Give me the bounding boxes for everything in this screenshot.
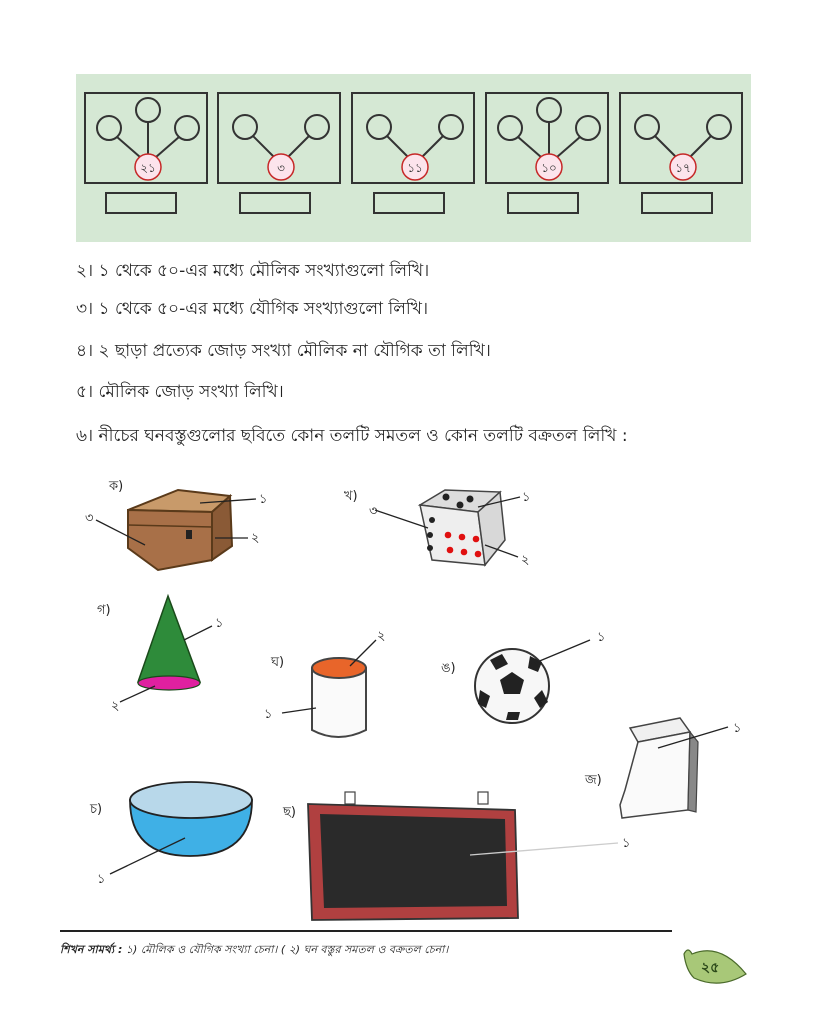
page-number: ২৫ (701, 960, 720, 976)
mark-ga-1: ১ (215, 616, 224, 631)
footer-divider (60, 930, 672, 932)
label-ka: ক) (109, 479, 124, 494)
tree-root-value: ১০ (541, 161, 557, 175)
label-gha: ঘ) (271, 655, 285, 670)
mark-ga-2: ২ (111, 699, 120, 714)
label-ga: গ) (97, 603, 111, 618)
learning-outcome-text: ১) মৌলিক ও যৌগিক সংখ্যা চেনা। ( ২) ঘন বস্তুর সমতল ও বক্রতল চেনা। (125, 943, 449, 956)
cone-illustration (120, 596, 212, 702)
label-kha: খ) (344, 489, 358, 504)
learning-outcome-title: শিখন সামর্থ্য : (60, 943, 123, 956)
mark-ka-1: ১ (259, 492, 268, 507)
mark-kha-2: ২ (521, 553, 530, 568)
mark-uma-1: ১ (597, 630, 606, 645)
label-uma: ঙ) (441, 661, 456, 676)
book-illustration (620, 718, 728, 818)
mark-chha-1: ১ (622, 836, 631, 851)
label-chha: ছ) (283, 805, 296, 820)
tree-root-value: ১১ (407, 161, 423, 175)
question-2: ২। ১ থেকে ৫০-এর মধ্যে মৌলিক সংখ্যাগুলো লিখি। (76, 261, 430, 281)
tree-root-value: ৩ (277, 161, 285, 175)
bowl-illustration (110, 782, 252, 874)
blackboard-illustration (308, 792, 618, 920)
mark-kha-1: ১ (522, 490, 531, 505)
mark-ka-2: ২ (251, 531, 260, 546)
label-ja: জ) (585, 773, 602, 788)
question-5: ৫। মৌলিক জোড় সংখ্যা লিখি। (76, 382, 284, 402)
tree-root-value: ১৭ (675, 161, 691, 175)
mark-gha-2: ২ (377, 629, 386, 644)
label-cha: চ) (90, 802, 103, 817)
learning-outcome (60, 941, 448, 960)
question-3: ৩। ১ থেকে ৫০-এর মধ্যে যৌগিক সংখ্যাগুলো লিখি। (76, 299, 429, 319)
question-6: ৬। নীচের ঘনবস্তুগুলোর ছবিতে কোন তলটি সমতল ও কোন তলটি বক্রতল লিখি : (76, 426, 628, 446)
question-4: ৪। ২ ছাড়া প্রত্যেক জোড় সংখ্যা মৌলিক না যৌগিক তা লিখি। (76, 341, 491, 361)
mark-cha-1: ১ (97, 872, 106, 887)
mark-ka-3: ৩ (85, 511, 94, 526)
mark-kha-3: ৩ (369, 504, 378, 519)
dice-illustration (375, 490, 520, 565)
mark-ja-1: ১ (733, 721, 742, 736)
cylinder-illustration (282, 640, 376, 737)
ball-illustration (475, 640, 590, 723)
mark-gha-1: ১ (264, 707, 273, 722)
box-illustration (96, 490, 256, 570)
tree-root-value: ২১ (140, 161, 156, 175)
